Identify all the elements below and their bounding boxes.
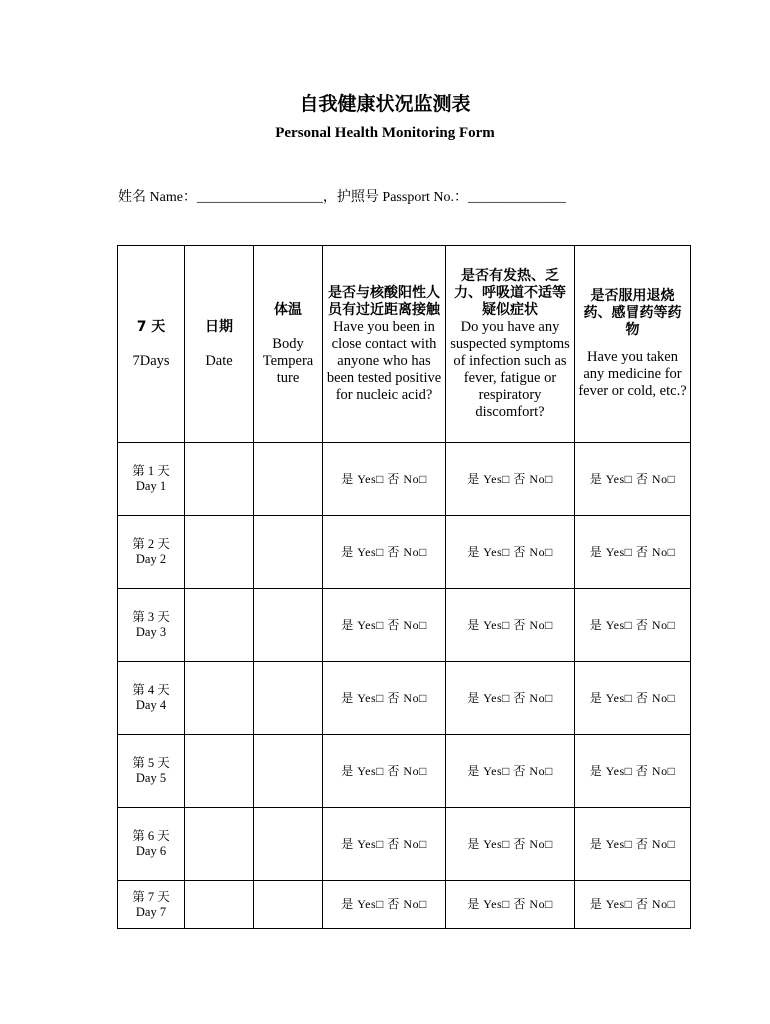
medicine-checkbox-cell[interactable]: 是 Yes□ 否 No□: [575, 589, 691, 662]
date-cell[interactable]: [185, 443, 254, 516]
contact-checkbox-cell[interactable]: 是 Yes□ 否 No□: [323, 735, 446, 808]
header-date-zh: 日期: [205, 318, 233, 335]
symptoms-checkbox-cell[interactable]: 是 Yes□ 否 No□: [446, 808, 575, 881]
date-cell[interactable]: [185, 662, 254, 735]
table-row: [118, 881, 691, 929]
temperature-cell[interactable]: [254, 589, 323, 662]
medicine-checkbox-cell[interactable]: 是 Yes□ 否 No□: [575, 516, 691, 589]
header-days: [118, 246, 185, 443]
contact-checkbox-cell[interactable]: 是 Yes□ 否 No□: [323, 516, 446, 589]
date-cell[interactable]: [185, 881, 254, 929]
table-row: [118, 443, 691, 516]
day-cell: 第 1 天 Day 1: [118, 443, 185, 516]
header-contact: [323, 246, 446, 443]
header-medicine: [575, 246, 691, 443]
contact-checkbox-cell[interactable]: 是 Yes□ 否 No□: [323, 881, 446, 929]
temperature-cell[interactable]: [254, 881, 323, 929]
header-date: [185, 246, 254, 443]
header-symptoms-en: Do you have any suspected symptoms of infection such as fever, fatigue or respiratory discomfort?: [450, 318, 570, 420]
header-days-zh: 7 天: [136, 318, 166, 335]
header-days-en: 7Days: [132, 352, 170, 369]
symptoms-checkbox-cell[interactable]: 是 Yes□ 否 No□: [446, 443, 575, 516]
table-row: [118, 662, 691, 735]
table-row: [118, 516, 691, 589]
symptoms-checkbox-cell[interactable]: 是 Yes□ 否 No□: [446, 589, 575, 662]
day-cell: 第 2 天 Day 2: [118, 516, 185, 589]
header-temperature-en: Body Tempera ture: [262, 335, 314, 386]
contact-checkbox-cell[interactable]: 是 Yes□ 否 No□: [323, 589, 446, 662]
day-cell: 第 7 天 Day 7: [118, 881, 185, 929]
contact-checkbox-cell[interactable]: 是 Yes□ 否 No□: [323, 443, 446, 516]
header-temperature-zh: 体温: [274, 301, 302, 318]
header-row: [118, 246, 691, 443]
header-symptoms-zh: 是否有发热、乏力、呼吸道不适等疑似症状: [454, 267, 566, 318]
header-date-en: Date: [205, 352, 233, 369]
symptoms-checkbox-cell[interactable]: 是 Yes□ 否 No□: [446, 735, 575, 808]
table-row: [118, 735, 691, 808]
medicine-checkbox-cell[interactable]: 是 Yes□ 否 No□: [575, 443, 691, 516]
header-temperature: [254, 246, 323, 443]
header-contact-zh: 是否与核酸阳性人员有过近距离接触: [328, 284, 440, 318]
date-cell[interactable]: [185, 735, 254, 808]
health-monitoring-table: [117, 245, 691, 929]
date-cell[interactable]: [185, 516, 254, 589]
temperature-cell[interactable]: [254, 662, 323, 735]
header-medicine-zh: 是否服用退烧药、感冒药等药物: [583, 288, 682, 338]
contact-checkbox-cell[interactable]: 是 Yes□ 否 No□: [323, 662, 446, 735]
symptoms-checkbox-cell[interactable]: 是 Yes□ 否 No□: [446, 516, 575, 589]
day-cell: 第 4 天 Day 4: [118, 662, 185, 735]
page-title: 自我健康状况监测表: [299, 93, 471, 115]
contact-checkbox-cell[interactable]: 是 Yes□ 否 No□: [323, 808, 446, 881]
symptoms-checkbox-cell[interactable]: 是 Yes□ 否 No□: [446, 881, 575, 929]
symptoms-checkbox-cell[interactable]: 是 Yes□ 否 No□: [446, 662, 575, 735]
page-subtitle: Personal Health Monitoring Form: [275, 125, 495, 141]
day-cell: 第 6 天 Day 6: [118, 808, 185, 881]
table-row: [118, 808, 691, 881]
temperature-cell[interactable]: [254, 516, 323, 589]
medicine-checkbox-cell[interactable]: 是 Yes□ 否 No□: [575, 881, 691, 929]
header-contact-en: Have you been in close contact with anyone who has been tested positive for nucleic acid?: [326, 318, 442, 403]
date-cell[interactable]: [185, 589, 254, 662]
header-symptoms: [446, 246, 575, 443]
day-cell: 第 3 天 Day 3: [118, 589, 185, 662]
medicine-checkbox-cell[interactable]: 是 Yes□ 否 No□: [575, 662, 691, 735]
header-medicine-en: Have you taken any medicine for fever or cold, etc.?: [578, 349, 687, 399]
temperature-cell[interactable]: [254, 443, 323, 516]
temperature-cell[interactable]: [254, 735, 323, 808]
name-passport-line[interactable]: 姓名 Name：__________________，护照号 Passport No.：______________: [118, 190, 566, 205]
table-row: [118, 589, 691, 662]
medicine-checkbox-cell[interactable]: 是 Yes□ 否 No□: [575, 735, 691, 808]
medicine-checkbox-cell[interactable]: 是 Yes□ 否 No□: [575, 808, 691, 881]
date-cell[interactable]: [185, 808, 254, 881]
day-cell: 第 5 天 Day 5: [118, 735, 185, 808]
temperature-cell[interactable]: [254, 808, 323, 881]
